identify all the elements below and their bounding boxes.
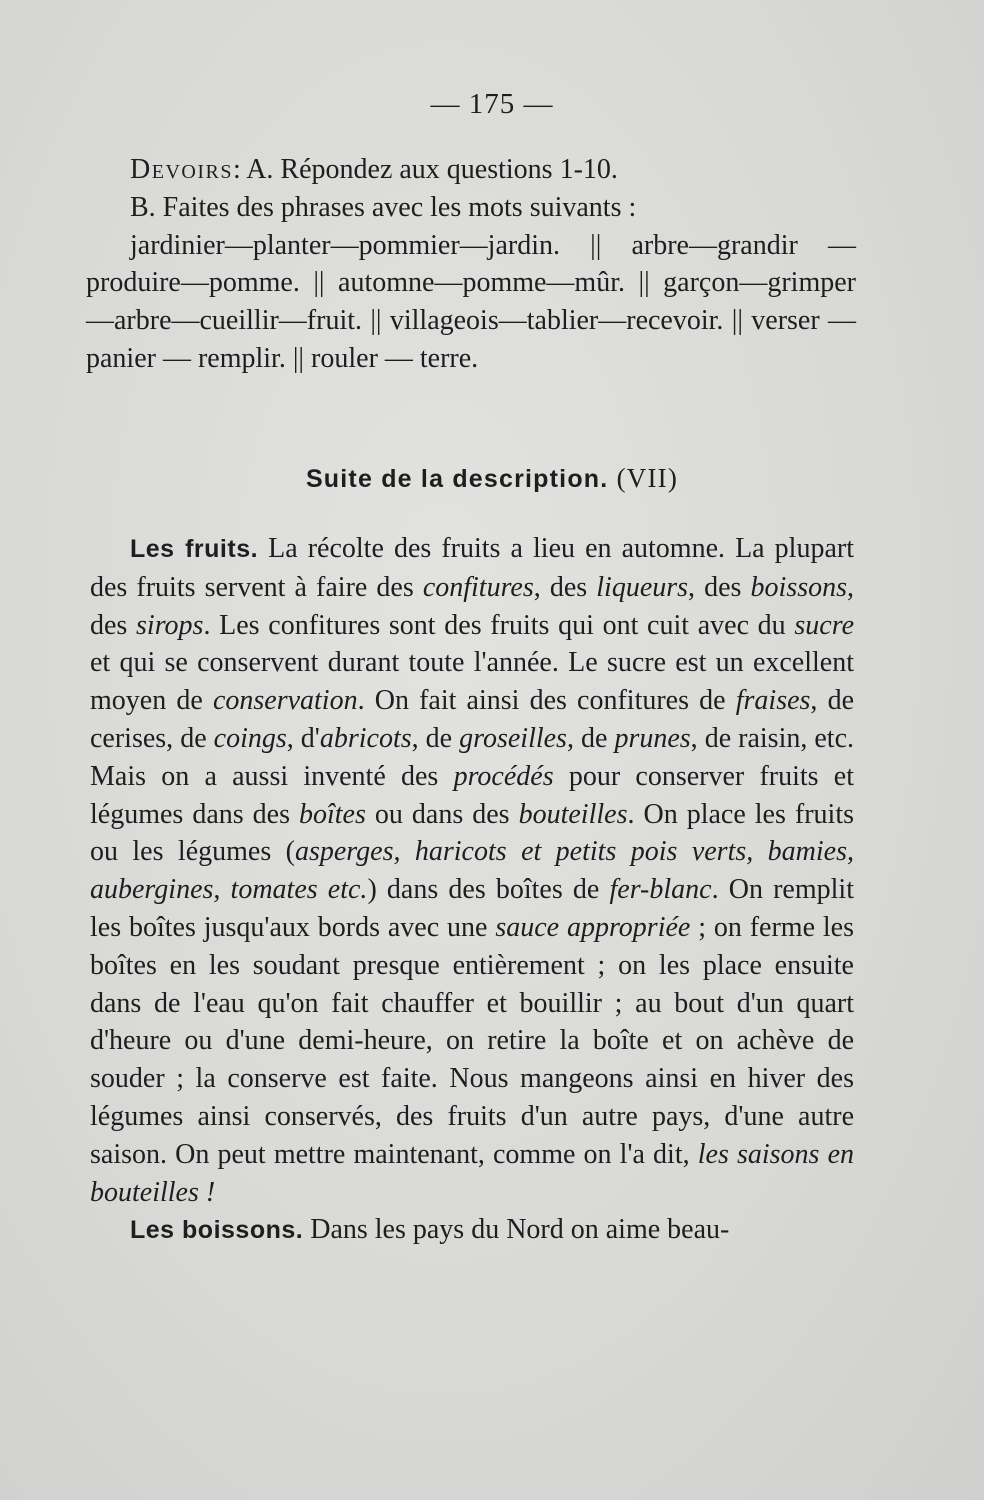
text-run: pour conserver fruits et légumes dans des <box>90 760 854 830</box>
italic-term: coings <box>213 722 287 754</box>
italic-term: sirops <box>136 609 204 641</box>
section-title: Suite de la description. <box>305 465 609 493</box>
italic-term: asperges, haricots et petits pois verts, bamies, aubergines, tomates etc. <box>90 836 854 906</box>
section-number: (VII) <box>616 463 679 493</box>
text-run: . On fait ainsi des confitures de <box>357 685 736 717</box>
section-heading <box>0 463 984 494</box>
paragraph-fruits <box>90 530 854 1211</box>
paragraph-boissons <box>90 1211 854 1250</box>
italic-term: conservation <box>212 685 358 717</box>
italic-term: liqueurs <box>596 571 689 603</box>
paragraph-lead-fruits: Les fruits. <box>130 535 259 563</box>
text-run: et qui se conservent durant toute l'année. Le sucre est un excellent moyen de <box>90 647 854 717</box>
text-run: , des <box>90 571 855 641</box>
text-run: . On remplit les boîtes jusqu'aux bords avec une <box>90 874 854 943</box>
text-run: La récolte des fruits a lieu en automne. La plupart des fruits servent à faire des <box>90 533 854 603</box>
text-run: ou dans des <box>365 798 519 830</box>
italic-term: boîtes <box>299 798 366 830</box>
text-run: . On place les fruits ou les légumes ( <box>90 798 854 868</box>
main-text <box>90 530 854 1250</box>
italic-term: procédés <box>453 760 554 792</box>
text-run: , des <box>688 571 751 603</box>
text-run: Dans les pays du Nord on aime beau- <box>303 1214 730 1246</box>
text-run: , des <box>533 571 597 603</box>
paragraph-lead-boissons: Les boissons. <box>130 1216 304 1245</box>
homework-line-b: B. Faites des phrases avec les mots suivants : <box>130 191 637 223</box>
text-run: , de cerises, de <box>90 685 854 754</box>
italic-term: sauce appropriée <box>495 911 691 943</box>
italic-term: abricots <box>319 722 412 754</box>
homework-label: Devoirs <box>130 154 233 185</box>
italic-term: sucre <box>794 609 854 641</box>
homework-question-a: : A. Répondez aux questions 1-10. <box>232 154 618 185</box>
homework-line-a <box>86 151 856 189</box>
text-run: , de raisin, etc. Mais on a aussi inventé des <box>90 722 855 792</box>
text-run: , d' <box>286 722 320 754</box>
italic-term: prunes <box>614 722 691 754</box>
homework-word-groups: jardinier—planter—pommier—jardin. || arbre—grandir —produire—pomme. || automne—pomme—mûr. || garçon—grimper—arbre—cueillir—fruit. || villageois—tablier—recevoir. || verser — panier — remplir. || rouler — terre. <box>86 229 856 374</box>
text-run: ; on ferme les boîtes en les soudant presque entièrement ; on les place ensuite dans de l'eau qu'on fait chauffer et bouillir ; au bout d'un quart d'heure ou d'une demi-heure, on retire la boîte et on achève de souder ; la conserve est faite. Nous mangeons ainsi en hiver des légumes ainsi conservés, des fruits d'un autre pays, d'une autre saison. On peut mettre maintenant, comme on l'a dit, <box>90 911 854 1170</box>
italic-term: bouteilles <box>518 798 628 830</box>
text-run: , de <box>566 722 615 754</box>
italic-term: boissons <box>750 571 848 603</box>
homework-section <box>86 151 856 378</box>
text-run: , de <box>411 722 460 754</box>
italic-term: fraises <box>735 685 811 717</box>
text-run: ) dans des boîtes de <box>367 874 610 906</box>
text-run: . Les confitures sont des fruits qui ont cuit avec du <box>203 609 795 641</box>
italic-term: les saisons en bouteilles ! <box>90 1138 854 1208</box>
italic-term: fer-blanc <box>609 874 712 906</box>
italic-term: confitures <box>422 571 534 603</box>
page-number: — 175 — <box>430 88 554 120</box>
italic-term: groseilles <box>459 722 567 754</box>
